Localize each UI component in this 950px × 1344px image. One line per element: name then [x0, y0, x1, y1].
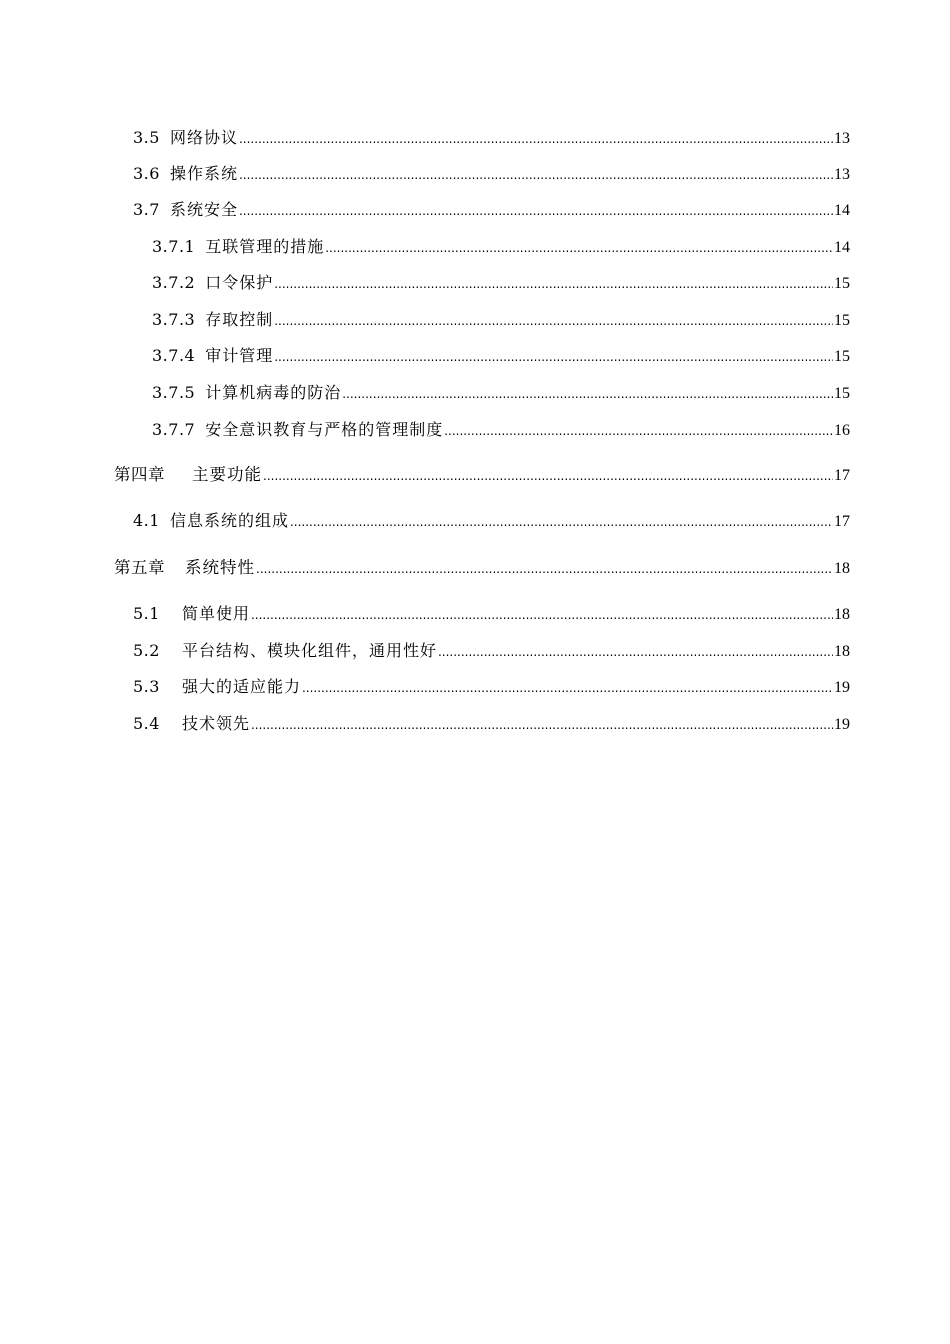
toc-entry-title: 互联管理的措施: [205, 237, 325, 256]
toc-chapter-5[interactable]: [114, 556, 850, 580]
toc-entry-5-4[interactable]: [133, 712, 850, 736]
toc-entry-title: 审计管理: [205, 346, 274, 365]
toc-entry-number: 3.5: [133, 128, 160, 147]
toc-dot-leader: [239, 127, 833, 151]
toc-entry-page: 15: [834, 275, 850, 292]
toc-entry-number: 3.7: [133, 200, 160, 219]
toc-dot-leader: [444, 419, 833, 443]
toc-entry-3-7-4[interactable]: [152, 344, 850, 368]
toc-entry-page: 19: [834, 679, 850, 696]
toc-entry-title: 操作系统: [169, 164, 238, 183]
toc-entry-number: 3.7.3: [152, 310, 196, 329]
toc-dot-leader: [251, 603, 833, 627]
toc-chapter-title: 主要功能: [192, 465, 262, 484]
toc-entry-number: 3.7.7: [152, 420, 196, 439]
toc-dot-leader: [302, 676, 833, 700]
toc-entry-page: 18: [834, 643, 850, 660]
toc-chapter-title: 系统特性: [185, 558, 255, 577]
toc-entry-page: 17: [834, 513, 850, 530]
toc-entry-number: 3.7.2: [152, 273, 196, 292]
toc-dot-leader: [263, 464, 833, 488]
toc-entry-title: 网络协议: [169, 128, 238, 147]
toc-entry-5-2[interactable]: [133, 639, 850, 663]
toc-entry-title: 存取控制: [205, 310, 274, 329]
toc-entry-page: 18: [834, 560, 850, 577]
toc-entry-number: 5.3: [133, 677, 160, 696]
toc-dot-leader: [251, 713, 833, 737]
toc-entry-3-7-2[interactable]: [152, 271, 850, 295]
toc-entry-page: 13: [834, 130, 850, 147]
toc-entry-page: 15: [834, 348, 850, 365]
toc-entry-page: 17: [834, 467, 850, 484]
toc-entry-title: 系统安全: [169, 200, 238, 219]
toc-entry-3-7-3[interactable]: [152, 308, 850, 332]
toc-entry-page: 15: [834, 385, 850, 402]
toc-chapter-4[interactable]: [114, 463, 850, 487]
toc-dot-leader: [438, 640, 833, 664]
toc-entry-page: 15: [834, 312, 850, 329]
toc-entry-title: 简单使用: [181, 604, 250, 623]
toc-entry-page: 14: [834, 239, 850, 256]
toc-entry-page: 13: [834, 166, 850, 183]
toc-entry-3-6[interactable]: [133, 162, 850, 186]
toc-chapter-number: 第四章: [114, 465, 165, 484]
toc-dot-leader: [290, 510, 833, 534]
toc-entry-number: 5.2: [133, 641, 160, 660]
toc-entry-5-3[interactable]: [133, 675, 850, 699]
toc-dot-leader: [325, 236, 833, 260]
toc-entry-3-7[interactable]: [133, 198, 850, 222]
toc-entry-3-7-5[interactable]: [152, 381, 850, 405]
toc-entry-number: 5.1: [133, 604, 160, 623]
toc-dot-leader: [342, 382, 833, 406]
toc-entry-title: 口令保护: [205, 273, 274, 292]
toc-entry-page: 16: [834, 422, 850, 439]
toc-entry-page: 19: [834, 716, 850, 733]
toc-entry-title: 安全意识教育与严格的管理制度: [205, 420, 444, 439]
toc-entry-5-1[interactable]: [133, 602, 850, 626]
toc-entry-number: 4.1: [133, 511, 160, 530]
toc-entry-number: 3.7.4: [152, 346, 196, 365]
toc-entry-number: 3.7.5: [152, 383, 196, 402]
toc-entry-title: 信息系统的组成: [169, 511, 289, 530]
toc-entry-title: 平台结构、模块化组件，通用性好: [181, 641, 437, 660]
toc-chapter-number: 第五章: [114, 558, 165, 577]
toc-entry-3-7-1[interactable]: [152, 235, 850, 259]
toc-entry-page: 18: [834, 606, 850, 623]
toc-dot-leader: [274, 272, 833, 296]
toc-dot-leader: [239, 199, 833, 223]
toc-entry-4-1[interactable]: [133, 509, 850, 533]
toc-entry-number: 3.7.1: [152, 237, 196, 256]
toc-dot-leader: [274, 345, 833, 369]
toc-dot-leader: [256, 557, 833, 581]
toc-entry-page: 14: [834, 202, 850, 219]
toc-entry-title: 强大的适应能力: [181, 677, 301, 696]
toc-entry-3-5[interactable]: [133, 126, 850, 150]
toc-entry-title: 技术领先: [181, 714, 250, 733]
toc-dot-leader: [239, 163, 833, 187]
toc-entry-number: 3.6: [133, 164, 160, 183]
toc-dot-leader: [274, 309, 833, 333]
toc-entry-title: 计算机病毒的防治: [205, 383, 342, 402]
toc-entry-number: 5.4: [133, 714, 160, 733]
toc-entry-3-7-7[interactable]: [152, 418, 850, 442]
